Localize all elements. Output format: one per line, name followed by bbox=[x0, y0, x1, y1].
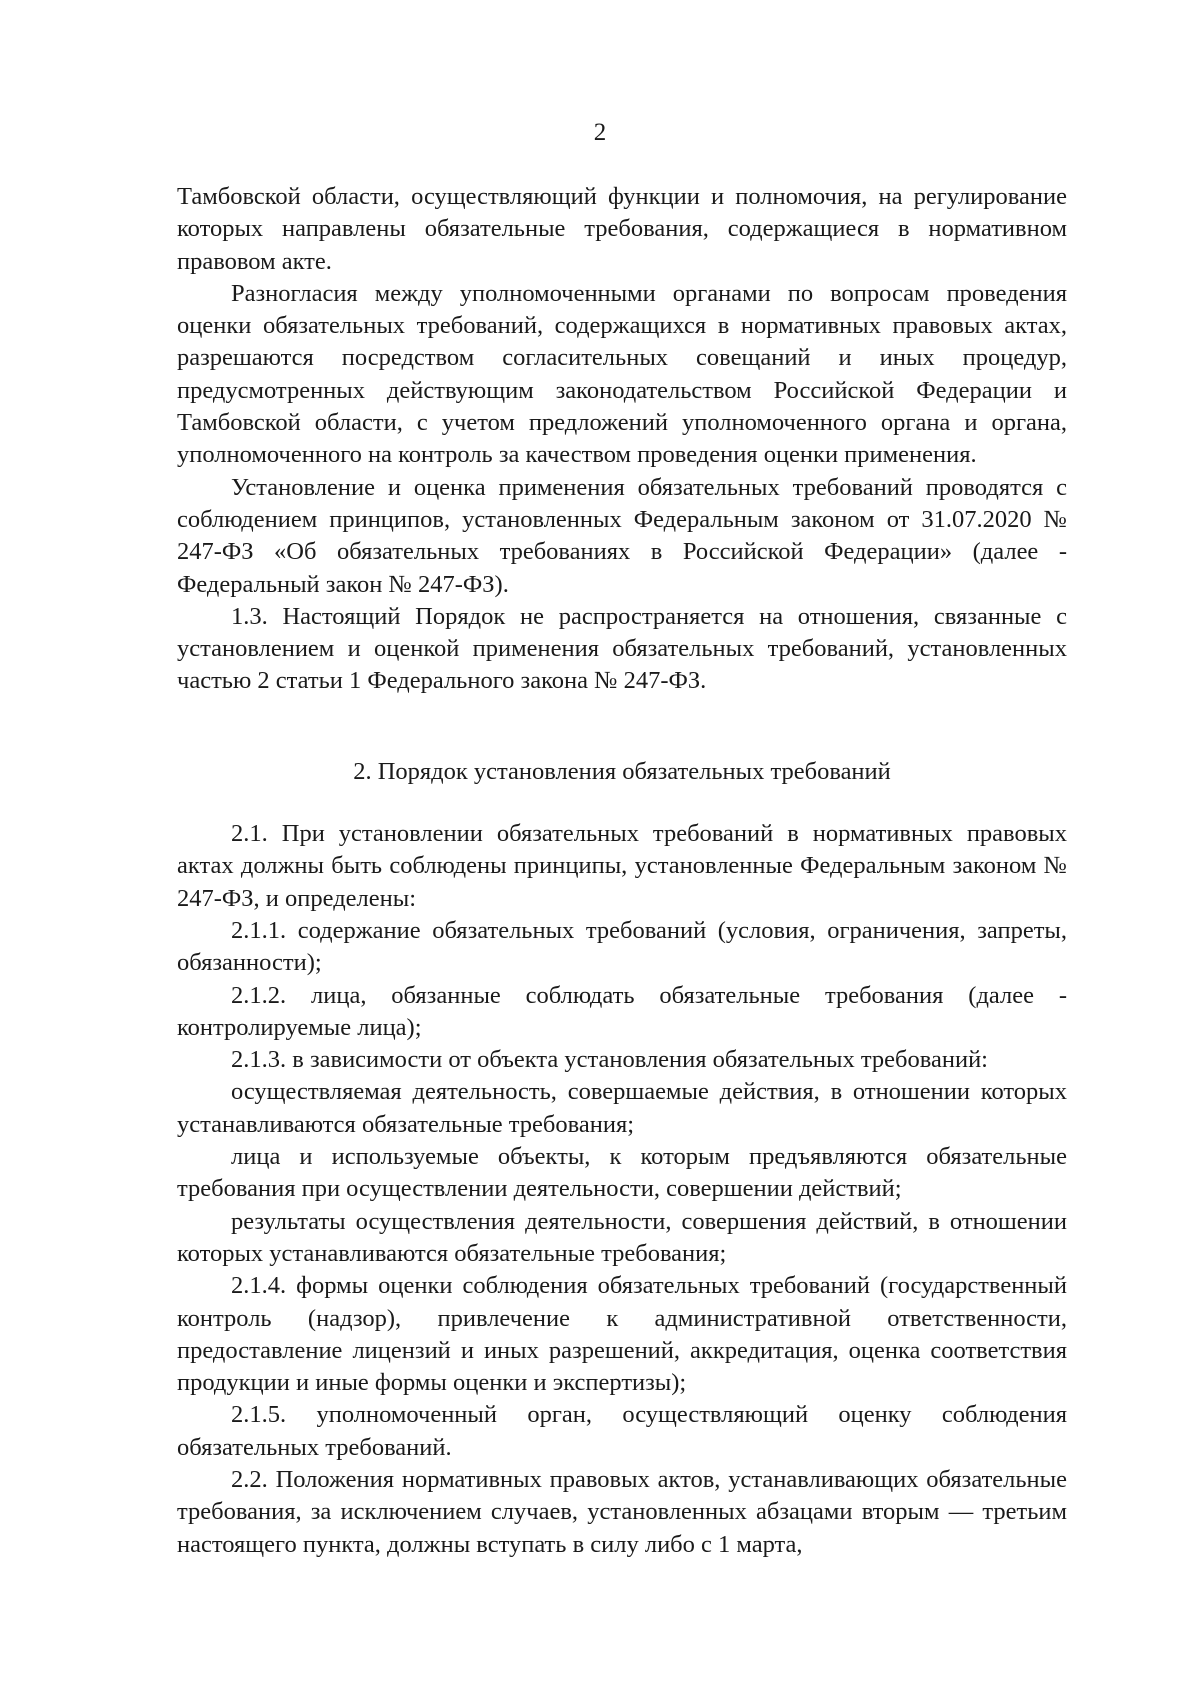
paragraph-2-2: 2.2. Положения нормативных правовых актов, устанавливающих обязательные требования, за исключением случаев, установленных абзацами вторым — третьим настоящего пункта, должны вступать в силу либо с 1 марта, bbox=[177, 1465, 1067, 1558]
paragraph-1-3: 1.3. Настоящий Порядок не распространяется на отношения, связанные с установлением и оценкой применения обязательных требований, установленных частью 2 статьи 1 Федерального закона № 247-ФЗ. bbox=[177, 602, 1067, 695]
paragraph-2-1-1: 2.1.1. содержание обязательных требований (условия, ограничения, запреты, обязанности); bbox=[177, 916, 1067, 977]
paragraph-disagreements: Разногласия между уполномоченными органами по вопросам проведения оценки обязательных требований, содержащихся в нормативных правовых актах, разрешаются посредством согласительных совещаний и иных процедур, предусмотренных действующим законодательством Российской Федерации и Тамбовской области, с учетом предложений уполномоченного органа и органа, уполномоченного на контроль за качеством проведения оценки применения. bbox=[177, 279, 1067, 469]
document-body bbox=[177, 181, 1067, 1561]
paragraph-principles: Установление и оценка применения обязательных требований проводятся с соблюдением принципов, установленных Федеральным законом от 31.07.2020 № 247-ФЗ «Об обязательных требованиях в Российской Федерации» (далее - Федеральный закон № 247-ФЗ). bbox=[177, 473, 1067, 598]
paragraph-results: результаты осуществления деятельности, совершения действий, в отношении которых устанавливаются обязательные требования; bbox=[177, 1207, 1067, 1267]
section-spacer-bottom bbox=[177, 788, 1067, 818]
section-spacer-top bbox=[177, 698, 1067, 756]
page-number: 2 bbox=[593, 119, 607, 146]
paragraph-2-1-4: 2.1.4. формы оценки соблюдения обязательных требований (государственный контроль (надзор), привлечение к административной ответственности, предоставление лицензий и иных разрешений, аккредитация, оценка соответствия продукции и иные формы оценки и экспертизы); bbox=[177, 1272, 1067, 1397]
paragraph-2-1: 2.1. При установлении обязательных требований в нормативных правовых актах должны быть соблюдены принципы, установленные Федеральным законом № 247-ФЗ, и определены: bbox=[177, 820, 1067, 912]
paragraph-2-1-2: 2.1.2. лица, обязанные соблюдать обязательные требования (далее - контролируемые лица); bbox=[177, 981, 1067, 1041]
paragraph-activity: осуществляемая деятельность, совершаемые действия, в отношении которых устанавливаются обязательные требования; bbox=[177, 1078, 1067, 1138]
paragraph-continuation: Тамбовской области, осуществляющий функции и полномочия, на регулирование которых направлены обязательные требования, содержащиеся в нормативном правовом акте. bbox=[177, 183, 1067, 275]
paragraph-2-1-3: 2.1.3. в зависимости от объекта установления обязательных требований: bbox=[231, 1046, 988, 1074]
section-heading: 2. Порядок установления обязательных требований bbox=[353, 757, 891, 785]
paragraph-persons-objects: лица и используемые объекты, к которым предъявляются обязательные требования при осуществлении деятельности, совершении действий; bbox=[177, 1143, 1067, 1203]
paragraph-2-1-5: 2.1.5. уполномоченный орган, осуществляющий оценку соблюдения обязательных требований. bbox=[177, 1401, 1067, 1461]
